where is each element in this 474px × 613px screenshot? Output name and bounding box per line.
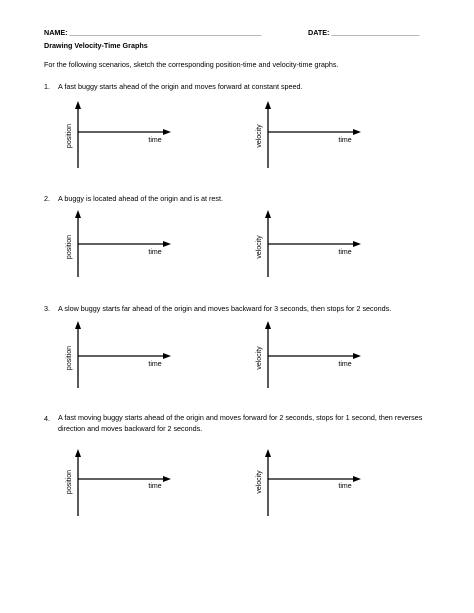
x-axis-label: time bbox=[338, 137, 352, 144]
question-4-number: 4. bbox=[44, 414, 50, 423]
question-2-number: 2. bbox=[44, 194, 50, 203]
name-field-label: NAME: ________________________________________________ bbox=[44, 28, 262, 37]
y-axis-label: velocity bbox=[256, 470, 263, 494]
question-4-text: A fast moving buggy starts ahead of the origin and moves forward for 2 seconds, stops for 1 second, then reverses direction and moves backward for 2 seconds. bbox=[58, 413, 423, 433]
date-field-label: DATE: ______________________ bbox=[308, 28, 420, 37]
question-2-text: A buggy is located ahead of the origin and is at rest. bbox=[58, 194, 224, 203]
question-3-number: 3. bbox=[44, 304, 50, 313]
x-axis-label: time bbox=[148, 249, 162, 256]
question-1-velocity-graph bbox=[250, 100, 370, 175]
y-axis-label: position bbox=[66, 345, 73, 371]
y-axis-label: position bbox=[66, 234, 73, 260]
question-3-velocity-graph bbox=[250, 320, 370, 395]
question-3-position-graph bbox=[60, 320, 180, 395]
x-axis-label: time bbox=[148, 483, 162, 490]
x-axis-label: time bbox=[338, 249, 352, 256]
y-axis-label: velocity bbox=[256, 235, 263, 259]
y-axis-label: velocity bbox=[256, 124, 263, 148]
x-axis-label: time bbox=[148, 137, 162, 144]
question-1-position-graph bbox=[60, 100, 180, 175]
instructions-text: For the following scenarios, sketch the corresponding position-time and velocity-time graphs. bbox=[44, 60, 339, 69]
x-axis-label: time bbox=[148, 361, 162, 368]
question-2-position-graph bbox=[60, 209, 180, 284]
worksheet-title: Drawing Velocity-Time Graphs bbox=[44, 41, 148, 50]
question-1-number: 1. bbox=[44, 82, 50, 91]
question-2-velocity-graph bbox=[250, 209, 370, 284]
question-4-velocity-graph bbox=[250, 448, 370, 523]
y-axis-label: position bbox=[66, 469, 73, 495]
x-axis-label: time bbox=[338, 361, 352, 368]
y-axis-label: velocity bbox=[256, 346, 263, 370]
question-4-position-graph bbox=[60, 448, 180, 523]
question-3-text: A slow buggy starts far ahead of the origin and moves backward for 3 seconds, then stops for 2 seconds. bbox=[58, 304, 392, 313]
y-axis-label: position bbox=[66, 123, 73, 149]
x-axis-label: time bbox=[338, 483, 352, 490]
question-1-text: A fast buggy starts ahead of the origin and moves forward at constant speed. bbox=[58, 82, 303, 91]
